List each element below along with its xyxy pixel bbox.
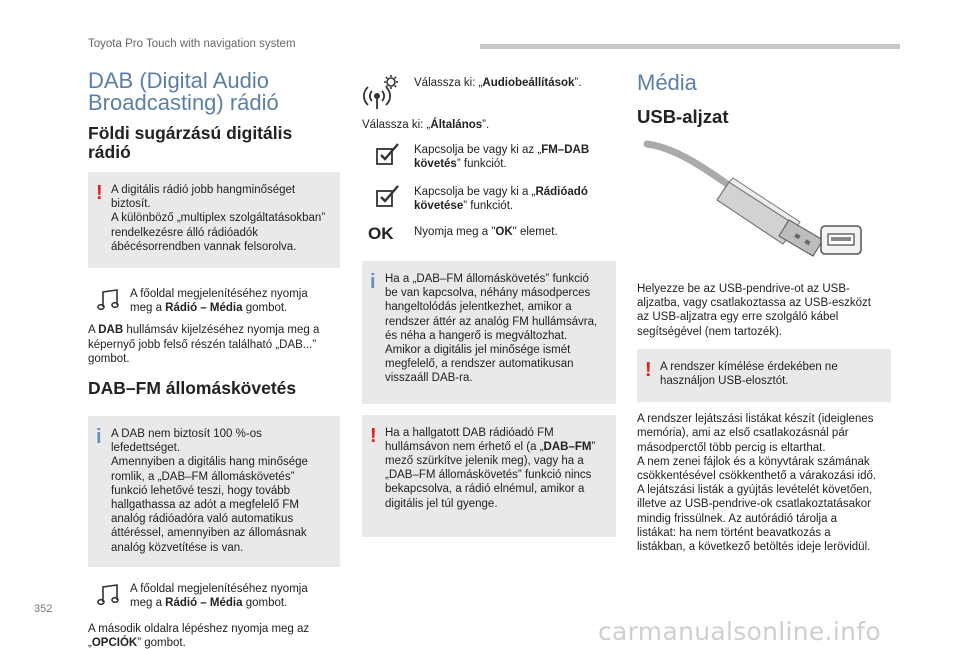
- step-fm-dab-toggle: Kapcsolja be vagy ki az „FM–DAB követés” funkciót.: [362, 143, 616, 171]
- section-title-media: Média: [637, 70, 697, 95]
- section-title-terrestrial: Földi sugárzású digitális rádió: [88, 123, 293, 162]
- info-box-sound-shift: i Ha a „DAB–FM állomáskövetés” funkció be van kapcsolva, néhány másodperces hangeltolódás jelentkezhet, amikor a rendszer áttér az analóg FM hullámsávra, és néha a hangerő is megváltozhat. Amikor a digitális jel minősége ismét megfelelő, a rendszer automatikusan visszaáll DAB-ra.: [362, 261, 616, 404]
- warning-box-digital-quality: ! A digitális rádió jobb hangminőséget biztosít. A különböző „multiplex szolgáltatásokban” rendelkezésre álló rádióadók ábécésorrendben vannak felsorolva.: [88, 172, 340, 268]
- step-radio-media-1: A főoldal megjelenítéséhez nyomja meg a Rádió – Média gombot.: [88, 287, 340, 315]
- column-media: [637, 64, 891, 554]
- section-title-usb: USB-aljzat: [637, 106, 729, 127]
- music-note-icon: [88, 287, 130, 313]
- step-audio-settings: Válassza ki: „Audiobeállítások”.: [362, 72, 616, 112]
- step-station-follow-toggle: Kapcsolja be vagy ki a „Rádióadó követése” funkciót.: [362, 185, 616, 213]
- header-divider-bar: [480, 44, 900, 49]
- checkbox-icon: [362, 185, 414, 207]
- step-press-ok: OK Nyomja meg a "OK" elemet.: [362, 225, 616, 243]
- column-dab: [88, 64, 340, 649]
- info-marker-icon: i: [96, 426, 102, 449]
- page-number: 352: [34, 603, 53, 615]
- section-title-dab-fm: DAB–FM állomáskövetés: [88, 378, 297, 399]
- warning-exclamation-icon: !: [96, 182, 103, 204]
- info-marker-icon: i: [370, 271, 376, 294]
- info-box-dab-coverage: i A DAB nem biztosít 100 %-os lefedettséget. Amennyiben a digitális hang minősége romlik, a „DAB–FM állomáskövetés” funkció lehetővé teszi, hogy tovább hallgathassa az adót a megfelelő FM analóg rádióadóra való automatikus áttéréssel, amennyiben az állomásnak analóg közvetítése is van.: [88, 416, 340, 567]
- column-settings: [362, 64, 616, 537]
- checkbox-icon: [362, 143, 414, 165]
- ok-icon: OK: [368, 224, 394, 244]
- warning-box-signal-weak: ! Ha a hallgatott DAB rádióadó FM hullámsávon nem érhető el (a „DAB–FM” mező szürkítve jelenik meg), vagy ha a „DAB–FM állomáskövetés” funkció nincs bekapcsolva, a rádió elnémul, amikor a digitális jel túl gyenge.: [362, 415, 616, 537]
- step-radio-media-2: A főoldal megjelenítéséhez nyomja meg a Rádió – Média gombot.: [88, 582, 340, 610]
- paragraph-options: A második oldalra lépéshez nyomja meg az „OPCIÓK” gombot.: [88, 623, 310, 649]
- select-general-line: Válassza ki: „Általános”.: [362, 119, 490, 131]
- warning-exclamation-icon: !: [370, 424, 377, 447]
- audio-settings-icon: [362, 72, 414, 112]
- watermark: carmanualsonline.info: [598, 617, 881, 646]
- paragraph-dab-band: A DAB hullámsáv kijelzéséhez nyomja meg a képernyő jobb felső részén található „DAB...” gombot.: [88, 324, 320, 365]
- music-note-icon: [88, 582, 130, 608]
- page-title: DAB (Digital Audio Broadcasting) rádió: [88, 68, 279, 115]
- paragraph-usb-insert: Helyezze be az USB-pendrive-ot az USB- aljzatba, vagy csatlakoztassa az USB-eszközt az USB-aljzatra egy erre szolgáló kábel segítségével (nem tartozék).: [637, 283, 871, 338]
- warning-box-usb-hub: ! A rendszer kímélése érdekében ne használjon USB-elosztót.: [637, 349, 891, 402]
- running-header: Toyota Pro Touch with navigation system: [88, 38, 296, 50]
- usb-illustration: [637, 140, 891, 260]
- paragraph-playlists: A rendszer lejátszási listákat készít (ideiglenes memória), ami az első csatlakozásnál pár másodperctől több percig is eltarthat. A nem zenei fájlok és a könyvtárak számának csökkentésével csökkenthető a várakozási idő. A lejátszási listák a gyújtás levételét követően, illetve az USB-pendrive-ok csatlakoztatásakor mindig frissülnek. Az autórádió tárolja a listákat: ha nem történt beavatkozás a listákban, a következő betöltés ideje lerövidül.: [637, 413, 877, 554]
- warning-exclamation-icon: !: [645, 358, 652, 381]
